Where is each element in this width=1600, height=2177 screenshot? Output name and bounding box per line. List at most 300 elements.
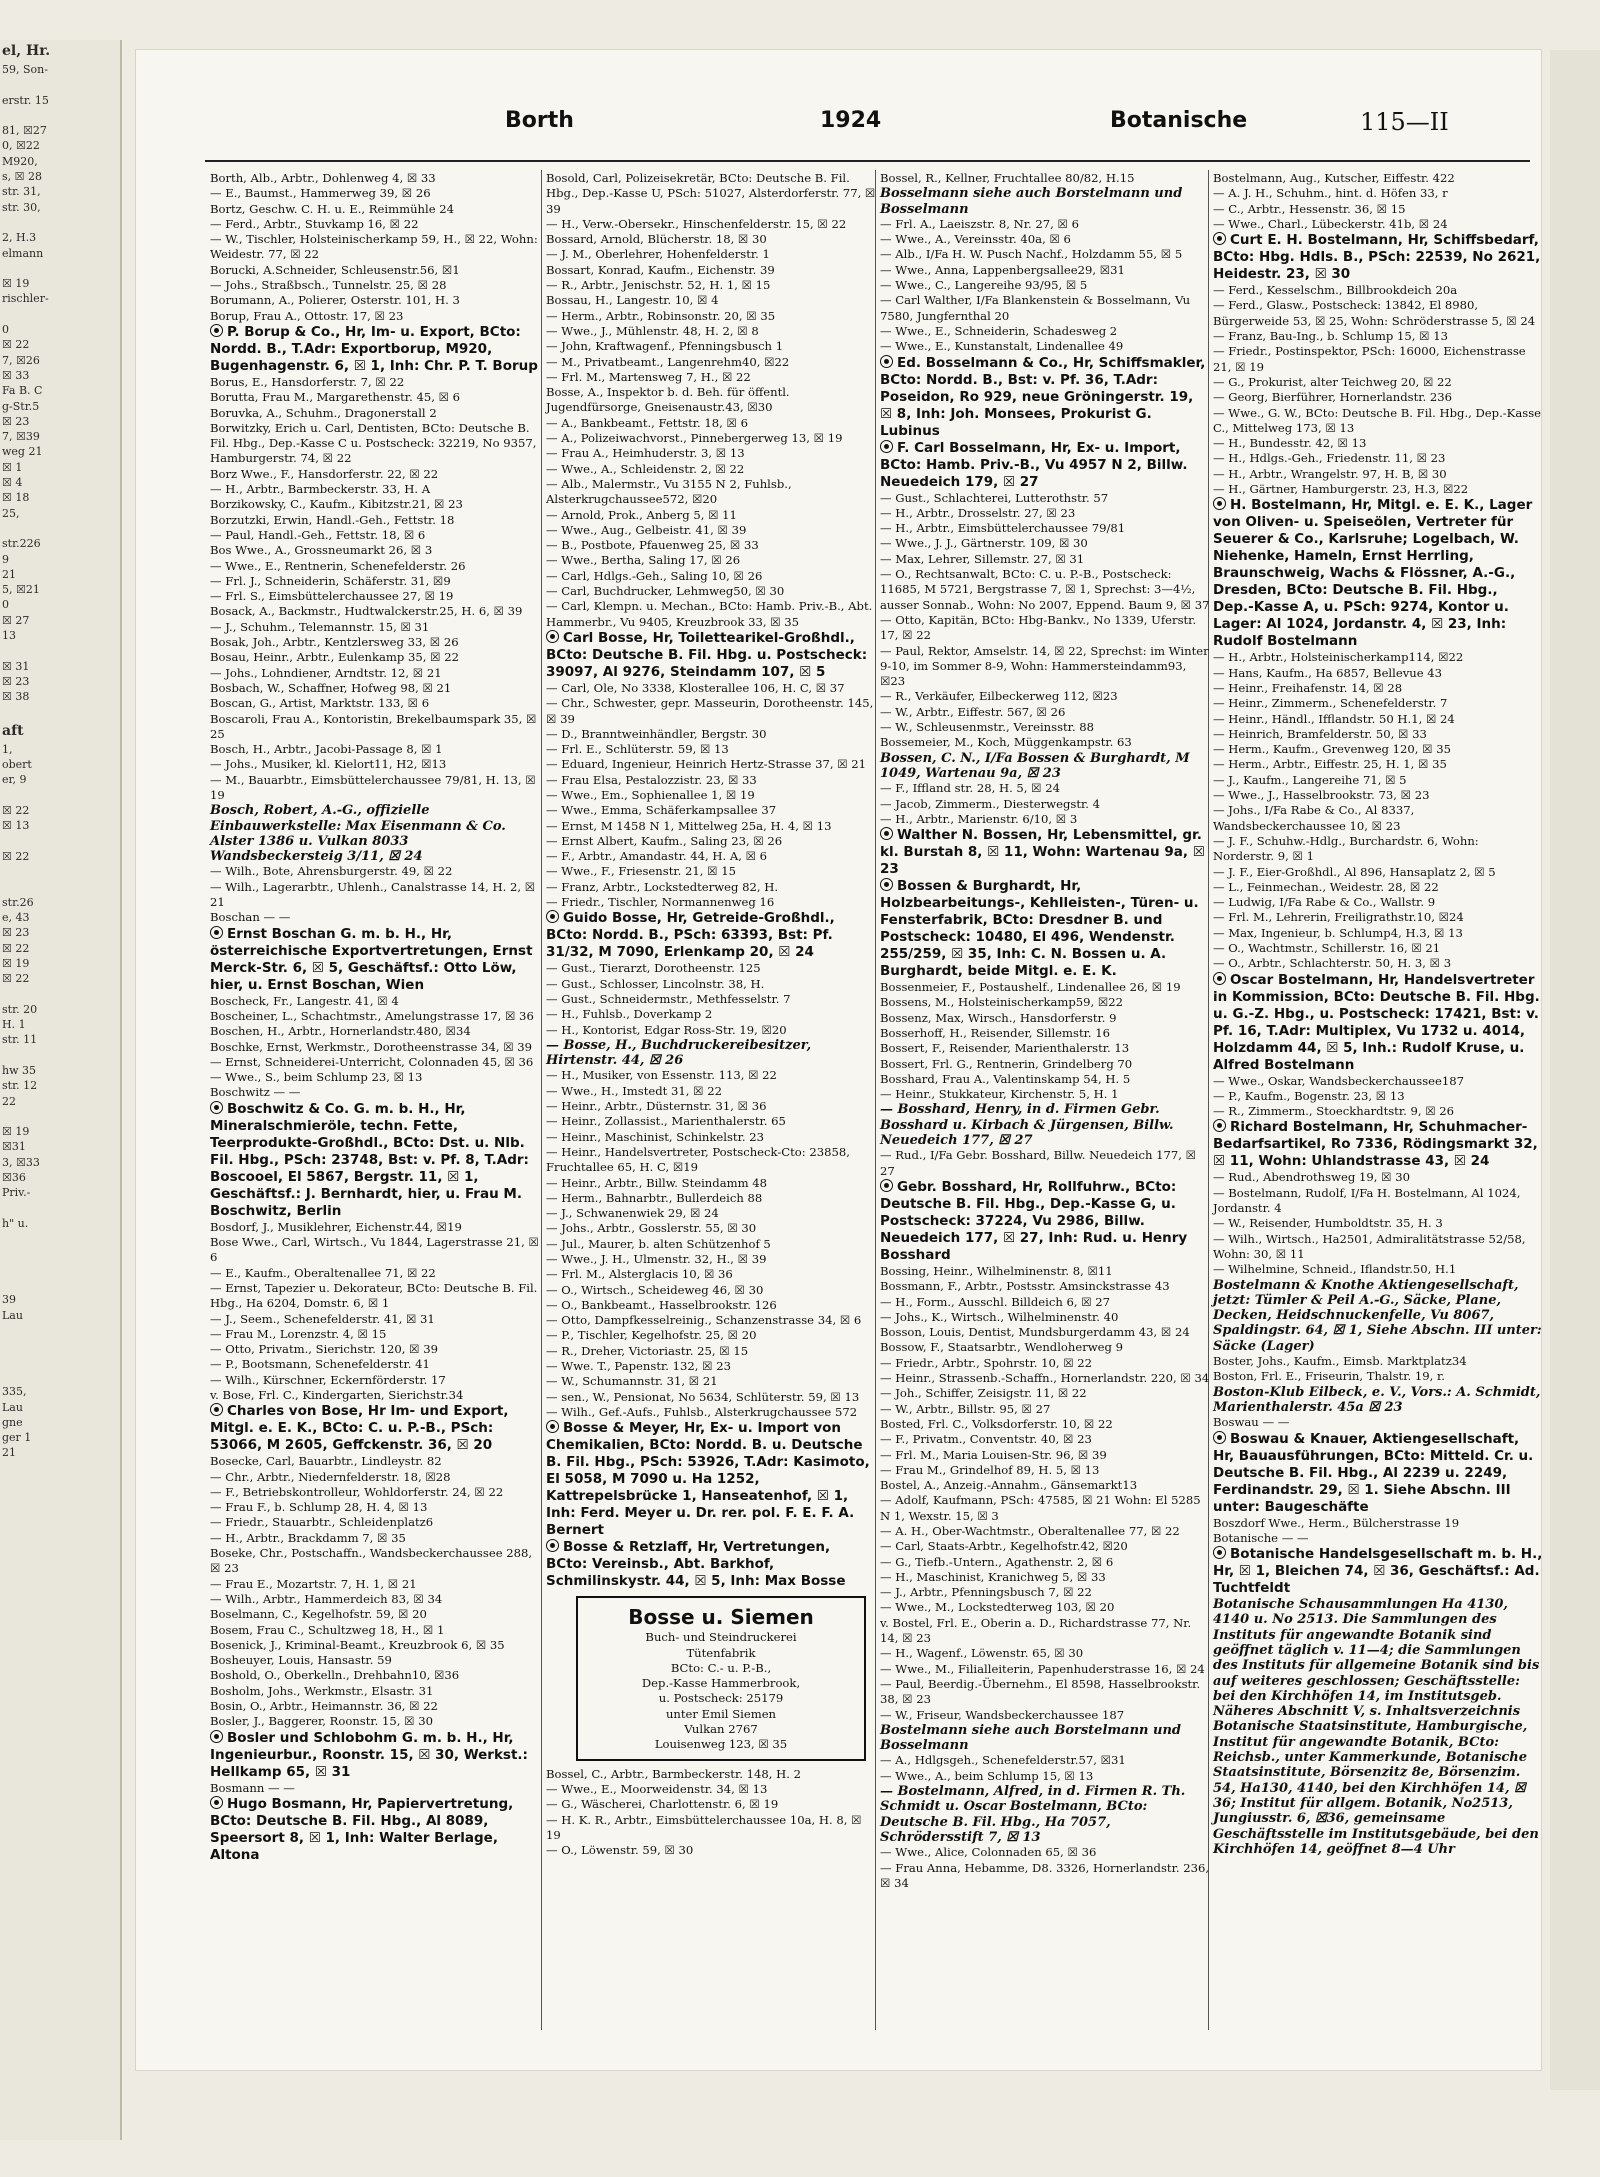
entry-text: — Wwe., J., Mühlenstr. 48, H. 2, ☒ 8 bbox=[546, 323, 759, 338]
entry-text: Walther N. Bossen, Hr, Lebensmittel, gr. kl. Burstah 8, ☒ 11, Wohn: Wartenau 9a, ☒ 23 bbox=[880, 827, 1205, 878]
entry-text: Bostel, A., Anzeig.-Annahm., Gänsemarkt13 bbox=[880, 1478, 1138, 1493]
directory-entry bbox=[210, 681, 540, 696]
entry-text: — Johs., Straßbsch., Tunnelstr. 25, ☒ 28 bbox=[210, 278, 447, 293]
margin-text-fragment: g-Str.5 bbox=[2, 399, 40, 413]
directory-entry bbox=[880, 1861, 1210, 1892]
directory-entry bbox=[880, 751, 1210, 782]
directory-entry bbox=[880, 1087, 1210, 1102]
directory-entry bbox=[546, 1797, 876, 1812]
directory-entry bbox=[546, 757, 876, 772]
directory-entry bbox=[210, 880, 540, 911]
directory-entry bbox=[210, 1485, 540, 1500]
entry-text: — Ernst Albert, Kaufm., Saling 23, ☒ 26 bbox=[546, 833, 783, 848]
entry-text: — Carl, Ole, No 3338, Klosterallee 106, H. C, ☒ 37 bbox=[546, 680, 845, 695]
firm-entry bbox=[1213, 1119, 1543, 1170]
directory-entry bbox=[880, 1041, 1210, 1056]
directory-entry bbox=[1213, 941, 1543, 956]
firm-entry bbox=[1213, 972, 1543, 1074]
directory-entry bbox=[880, 1677, 1210, 1708]
entry-text: Boscheck, Fr., Langestr. 41, ☒ 4 bbox=[210, 993, 399, 1008]
entry-text: — John, Kraftwagenf., Pfenningsbusch 1 bbox=[546, 339, 784, 354]
margin-text-fragment: 7, ☒39 bbox=[2, 430, 40, 444]
entry-text: Bosselmann siehe auch Borstelmann und Bosselmann bbox=[880, 186, 1183, 217]
entry-text: — J., Schwanenwiek 29, ☒ 24 bbox=[546, 1206, 719, 1221]
margin-text-fragment: 7, ☒26 bbox=[2, 353, 40, 367]
directory-entry bbox=[210, 773, 540, 804]
directory-entry bbox=[546, 584, 876, 599]
directory-entry bbox=[210, 1546, 540, 1577]
directory-entry bbox=[546, 278, 876, 293]
margin-text-fragment bbox=[0, 77, 120, 92]
directory-entry bbox=[880, 1011, 1210, 1026]
directory-entry bbox=[880, 1708, 1210, 1723]
firm-marker-icon bbox=[546, 630, 559, 643]
entry-text: — Wwe., E., Moorweidenstr. 34, ☒ 13 bbox=[546, 1781, 768, 1796]
directory-entry bbox=[210, 1592, 540, 1607]
directory-entry bbox=[880, 1264, 1210, 1279]
directory-entry bbox=[546, 538, 876, 553]
entry-text: — Wwe., Anna, Lappenbergsallee29, ☒31 bbox=[880, 262, 1125, 277]
directory-entry bbox=[546, 1767, 876, 1782]
directory-entry bbox=[210, 574, 540, 589]
directory-entry bbox=[210, 1024, 540, 1039]
directory-entry bbox=[1213, 681, 1543, 696]
directory-entry bbox=[880, 1524, 1210, 1539]
directory-entry bbox=[546, 1283, 876, 1298]
directory-entry bbox=[210, 202, 540, 217]
directory-entry bbox=[880, 644, 1210, 690]
firm-marker-icon bbox=[546, 1539, 559, 1552]
advertisement-box bbox=[576, 1596, 866, 1760]
entry-text: — Heinr., Maschinist, Schinkelstr. 23 bbox=[546, 1129, 764, 1144]
entry-text: Boster, Johs., Kaufm., Eimsb. Marktplatz34 bbox=[1213, 1354, 1467, 1369]
directory-entry bbox=[210, 482, 540, 497]
entry-text: — Wwe., A., Vereinsstr. 40a, ☒ 6 bbox=[880, 232, 1071, 247]
entry-text: — Ernst, Schneiderei-Unterricht, Colonnaden 45, ☒ 36 bbox=[210, 1054, 534, 1069]
margin-text-fragment: ☒ 19 bbox=[2, 277, 30, 291]
margin-text-fragment bbox=[0, 215, 120, 230]
directory-entry bbox=[546, 1374, 876, 1389]
entry-text: Boswau & Knauer, Aktiengesellschaft, Hr, Bauausführungen, BCto: Mitteld. Cr. u. Deutsche B. Fil. Hbg., Al 2239 u. 2249, Ferdinandstr. 29, ☒ 1. Siehe Abschn. III unter: Baugeschäfte bbox=[1213, 1430, 1534, 1515]
entry-text: — Friedr., Stauarbtr., Schleidenplatz6 bbox=[210, 1515, 434, 1530]
entry-text: — Max, Ingenieur, b. Schlump4, H.3, ☒ 13 bbox=[1213, 925, 1463, 940]
directory-entry bbox=[546, 431, 876, 446]
entry-text: — Carl, Klempn. u. Mechan., BCto: Hamb. Priv.-B., Abt. Hammerbr., Vu 9405, Kreuzbrook 33, ☒ 35 bbox=[546, 599, 873, 629]
entry-text: — Wwe., E., Kunstanstalt, Lindenallee 49 bbox=[880, 339, 1124, 354]
entry-text: Bossmann, F., Arbtr., Postsstr. Amsinckstrasse 43 bbox=[880, 1279, 1170, 1294]
entry-text: — Bosse, H., Buchdruckereibesitzer, Hirtenstr. 44, ☒ 26 bbox=[546, 1037, 812, 1069]
entry-text: — L., Feinmechan., Weidestr. 28, ☒ 22 bbox=[1213, 879, 1439, 894]
firm-entry bbox=[210, 926, 540, 994]
firm-entry bbox=[210, 324, 540, 375]
entry-text: — F., Iffland str. 28, H. 5, ☒ 24 bbox=[880, 781, 1061, 796]
directory-entry bbox=[210, 421, 540, 467]
directory-entry bbox=[880, 1478, 1210, 1493]
entry-text: — Ferd., Arbtr., Stuvkamp 16, ☒ 22 bbox=[210, 216, 419, 231]
entry-text: — Ernst, M 1458 N 1, Mittelweg 25a, H. 4, ☒ 13 bbox=[546, 818, 832, 833]
margin-text-fragment: ☒ 22 bbox=[2, 803, 30, 817]
entry-text: v. Bostel, Frl. E., Oberin a. D., Richardstrasse 77, Nr. 14, ☒ 23 bbox=[880, 1615, 1192, 1646]
entry-text: — Herm., Arbtr., Eiffestr. 25, H. 1, ☒ 35 bbox=[1213, 757, 1447, 772]
directory-entry bbox=[1213, 926, 1543, 941]
margin-text-fragment: 59, Son- bbox=[2, 63, 48, 76]
margin-text-fragment: weg 21 bbox=[2, 445, 43, 459]
directory-entry bbox=[880, 1753, 1210, 1768]
firm-entry bbox=[546, 1539, 876, 1590]
margin-text-fragment: obert bbox=[2, 758, 32, 772]
directory-entry bbox=[880, 1356, 1210, 1371]
directory-entry bbox=[546, 217, 876, 232]
directory-entry bbox=[880, 980, 1210, 995]
entry-text: — M., Bauarbtr., Eimsbüttelerchaussee 79/81, H. 13, ☒ 19 bbox=[210, 772, 536, 802]
directory-entry bbox=[210, 757, 540, 772]
entry-text: — Franz, Bau-Ing., b. Schlump 15, ☒ 13 bbox=[1213, 329, 1448, 344]
header-left-keyword: Borth bbox=[505, 108, 574, 133]
entry-text: Botanische Handelsgesellschaft m. b. H., Hr, ☒ 1, Bleichen 74, ☒ 36, Geschäftsf.: Ad. Tuchtfeldt bbox=[1213, 1546, 1543, 1597]
entry-text: — Herm., Kaufm., Grevenweg 120, ☒ 35 bbox=[1213, 742, 1451, 757]
entry-text: Bosack, A., Backmstr., Hudtwalckerstr.25, H. 6, ☒ 39 bbox=[210, 604, 523, 619]
margin-text-fragment bbox=[0, 307, 120, 322]
entry-text: Borutta, Frau M., Margarethenstr. 45, ☒ 6 bbox=[210, 390, 461, 405]
entry-text: — Wwe., Em., Sophienallee 1, ☒ 19 bbox=[546, 787, 755, 802]
entry-text: — P., Kaufm., Bogenstr. 23, ☒ 13 bbox=[1213, 1088, 1405, 1103]
directory-entry bbox=[546, 1328, 876, 1343]
entry-text: — F., Privatm., Conventstr. 40, ☒ 23 bbox=[880, 1432, 1092, 1447]
directory-entry bbox=[880, 324, 1210, 339]
directory-entry bbox=[1213, 1531, 1543, 1546]
entry-text: Boselmann, C., Kegelhofstr. 59, ☒ 20 bbox=[210, 1607, 427, 1622]
directory-entry bbox=[1213, 467, 1543, 482]
directory-entry bbox=[1213, 406, 1543, 437]
entry-text: Boschwitz & Co. G. m. b. H., Hr, Mineralschmieröle, techn. Fette, Teerprodukte-Großhdl., BCto: Dst. u. Nlb. Fil. Hbg., PSch: 23748, Bst: v. Pf. 8, T.Adr: Boscooel, El 5867, Bergstr. 11, ☒ 1, Geschäftsf.: J. Bernhardt, hier, u. Frau M. Boschwitz, Berlin bbox=[210, 1100, 529, 1219]
entry-text: Borzikowsky, C., Kaufm., Kibitzstr.21, ☒ 23 bbox=[210, 497, 463, 512]
entry-text: Bossau, H., Langestr. 10, ☒ 4 bbox=[546, 293, 719, 308]
entry-text: — Wilh., Wirtsch., Ha2501, Admiralitätstrasse 52/58, Wohn: 30, ☒ 11 bbox=[1213, 1231, 1526, 1261]
entry-text: — Eduard, Ingenieur, Heinrich Hertz-Strasse 37, ☒ 21 bbox=[546, 757, 867, 772]
entry-text: Curt E. H. Bostelmann, Hr, Schiffsbedarf, BCto: Hbg. Hdls. B., PSch: 22539, No 2621, Heidestr. 23, ☒ 30 bbox=[1213, 232, 1541, 283]
entry-text: — J., Arbtr., Pfenningsbusch 7, ☒ 22 bbox=[880, 1585, 1092, 1600]
directory-entry bbox=[210, 1515, 540, 1530]
entry-text: F. Carl Bosselmann, Hr, Ex- u. Import, BCto: Hamb. Priv.-B., Vu 4957 N 2, Billw. Neuedeich 179, ☒ 27 bbox=[880, 439, 1188, 490]
entry-text: — A. H., Ober-Wachtmstr., Oberaltenallee 77, ☒ 22 bbox=[880, 1524, 1180, 1538]
directory-entry bbox=[210, 497, 540, 512]
advertisement-line: BCto: C.- u. P.-B., bbox=[670, 1660, 772, 1675]
directory-column-4 bbox=[1213, 171, 1543, 1857]
directory-entry bbox=[880, 293, 1210, 324]
directory-entry bbox=[1213, 436, 1543, 451]
entry-text: Borwitzky, Erich u. Carl, Dentisten, BCto: Deutsche B. Fil. Hbg., Dep.-Kasse C u. Postscheck: 32219, No 9357, Hamburgerstr. 74, ☒ 22 bbox=[210, 420, 537, 466]
margin-text-fragment: Priv.- bbox=[2, 1186, 31, 1200]
margin-text-fragment: 13 bbox=[2, 628, 16, 642]
entry-text: Borz Wwe., F., Hansdorferstr. 22, ☒ 22 bbox=[210, 466, 439, 481]
firm-entry bbox=[1213, 232, 1543, 283]
directory-entry bbox=[546, 1130, 876, 1145]
directory-entry bbox=[880, 1057, 1210, 1072]
directory-entry bbox=[546, 1114, 876, 1129]
firm-marker-icon bbox=[210, 324, 223, 337]
entry-text: Boscan, G., Artist, Marktstr. 133, ☒ 6 bbox=[210, 696, 430, 711]
directory-entry bbox=[546, 742, 876, 757]
directory-entry bbox=[1213, 757, 1543, 772]
entry-text: — Arnold, Prok., Anberg 5, ☒ 11 bbox=[546, 507, 737, 522]
entry-text: — Heinr., Strassenb.-Schaffn., Hornerlandstr. 220, ☒ 34 bbox=[880, 1371, 1210, 1386]
directory-entry bbox=[880, 552, 1210, 567]
entry-text: — H., Arbtr., Eimsbüttelerchaussee 79/81 bbox=[880, 521, 1126, 536]
directory-entry bbox=[546, 696, 876, 727]
margin-text-fragment: 25, bbox=[2, 506, 20, 520]
entry-text: — O., Rechtsanwalt, BCto: C. u. P.-B., Postscheck: 11685, M 5721, Bergstrasse 7, ☒ 1, Sprechst: 3—4½, ausser Sonnab., Wohn: No 2007, Eppend. Baum 9, ☒ 37 bbox=[880, 567, 1210, 612]
directory-entry bbox=[210, 543, 540, 558]
directory-entry bbox=[546, 788, 876, 803]
margin-text-fragment: ☒ 22 bbox=[2, 849, 30, 863]
entry-text: — Frau Elsa, Pestalozzistr. 23, ☒ 33 bbox=[546, 772, 757, 787]
directory-entry bbox=[880, 1102, 1210, 1148]
margin-text-fragment bbox=[0, 521, 120, 536]
directory-entry bbox=[546, 1344, 876, 1359]
directory-entry bbox=[1213, 803, 1543, 834]
entry-text: — Otto, Dampfkesselreinig., Schanzenstrasse 34, ☒ 6 bbox=[546, 1313, 862, 1328]
firm-marker-icon bbox=[1213, 1119, 1226, 1132]
advertisement-line: Tütenfabrik bbox=[686, 1645, 756, 1660]
entry-text: — D., Branntweinhändler, Bergstr. 30 bbox=[546, 726, 767, 741]
entry-text: P. Borup & Co., Hr, Im- u. Export, BCto: Nordd. B., T.Adr: Exportborup, M920, Bugenhagenstr. 6, ☒ 1, Inh: Chr. P. T. Borup bbox=[210, 323, 538, 374]
directory-entry bbox=[546, 880, 876, 895]
margin-text-fragment: ☒ 23 bbox=[2, 926, 30, 940]
entry-text: — Frl. A., Laeiszstr. 8, Nr. 27, ☒ 6 bbox=[880, 216, 1079, 231]
directory-entry bbox=[880, 1555, 1210, 1570]
firm-marker-icon bbox=[880, 355, 893, 368]
directory-entry bbox=[210, 293, 540, 308]
directory-entry bbox=[210, 390, 540, 405]
entry-text: — H., Maschinist, Kranichweg 5, ☒ 33 bbox=[880, 1569, 1106, 1584]
entry-text: — Friedr., Postinspektor, PSch: 16000, Eichenstrasse 21, ☒ 19 bbox=[1213, 344, 1526, 374]
entry-text: Bossenmeier, F., Postaushelf., Lindenallee 26, ☒ 19 bbox=[880, 980, 1181, 995]
directory-entry bbox=[880, 705, 1210, 720]
page-edge bbox=[1550, 50, 1600, 2090]
entry-text: Botanische Schausammlungen Ha 4130, 4140 u. No 2513. Die Sammlungen des Instituts für angewandte Botanik sind geöffnet täglich v. 11—4; die Sammlungen des Instituts für allgemeine Botanik sind bis auf weiteres geschlossen; Geschäftsstelle: bei den Kirchhöfen 14, im Institutsgeb. Näheres Abschnitt V, s. Inhaltsverzeichnis bbox=[1213, 1597, 1540, 1720]
directory-entry bbox=[546, 477, 876, 508]
directory-entry bbox=[880, 536, 1210, 551]
entry-text: — Ferd., Glasw., Postscheck: 13842, El 8980, Bürgerweide 53, ☒ 25, Wohn: Schröderstrasse 5, ☒ 24 bbox=[1213, 298, 1536, 328]
margin-text-fragment: str. 20 bbox=[2, 1002, 38, 1016]
directory-entry bbox=[546, 171, 876, 217]
directory-entry bbox=[880, 1784, 1210, 1845]
directory-entry bbox=[880, 1600, 1210, 1615]
margin-text-fragment: ☒ 4 bbox=[2, 476, 23, 490]
directory-entry bbox=[546, 569, 876, 584]
entry-text: — sen., W., Pensionat, No 5634, Schlüterstr. 59, ☒ 13 bbox=[546, 1389, 860, 1404]
directory-entry bbox=[1213, 451, 1543, 466]
entry-text: — Heinrich, Bramfelderstr. 50, ☒ 33 bbox=[1213, 726, 1427, 741]
directory-entry bbox=[210, 1781, 540, 1796]
margin-text-fragment: ☒ 13 bbox=[2, 819, 30, 833]
directory-entry bbox=[880, 1662, 1210, 1677]
entry-text: — O., Löwenstr. 59, ☒ 30 bbox=[546, 1843, 694, 1858]
margin-text-fragment: ☒36 bbox=[2, 1171, 26, 1185]
firm-entry bbox=[1213, 497, 1543, 650]
margin-text-fragment: Lau bbox=[2, 1308, 23, 1322]
entry-text: — Gust., Schneidermstr., Methfesselstr. 7 bbox=[546, 991, 791, 1006]
margin-text-fragment: ger 1 bbox=[2, 1431, 32, 1445]
directory-entry bbox=[880, 1310, 1210, 1325]
entry-text: — Gust., Tierarzt, Dorotheenstr. 125 bbox=[546, 961, 761, 976]
firm-marker-icon bbox=[1213, 497, 1226, 510]
entry-text: — Gust., Schlachterei, Lutterothstr. 57 bbox=[880, 490, 1109, 505]
column-divider bbox=[541, 170, 542, 2030]
directory-entry bbox=[880, 171, 1210, 186]
entry-text: — Paul, Beerdig.-Übernehm., El 8598, Hasselbrookstr. 38, ☒ 23 bbox=[880, 1676, 1201, 1707]
entry-text: Boszdorf Wwe., Herm., Bülcherstrasse 19 bbox=[1213, 1515, 1460, 1530]
directory-entry bbox=[210, 1531, 540, 1546]
margin-text-fragment bbox=[0, 864, 120, 879]
directory-entry bbox=[1213, 865, 1543, 880]
entry-text: Boseke, Chr., Postschaffn., Wandsbeckerchaussee 288, ☒ 23 bbox=[210, 1546, 533, 1576]
entry-text: — Heinr., Händl., Ifflandstr. 50 H.1, ☒ 24 bbox=[1213, 711, 1455, 726]
margin-text-fragment bbox=[0, 1231, 120, 1246]
directory-entry bbox=[880, 1493, 1210, 1524]
directory-entry bbox=[546, 864, 876, 879]
entry-text: — Wwe., J., Hasselbrookstr. 73, ☒ 23 bbox=[1213, 788, 1430, 803]
entry-text: — J. M., Oberlehrer, Hohenfelderstr. 1 bbox=[546, 247, 770, 262]
margin-text-fragment: h" u. bbox=[2, 1216, 29, 1230]
entry-text: — A., Bankbeamt., Fettstr. 18, ☒ 6 bbox=[546, 415, 748, 430]
directory-entry bbox=[546, 309, 876, 324]
entry-text: — Joh., Schiffer, Zeisigstr. 11, ☒ 22 bbox=[880, 1386, 1087, 1401]
entry-text: — H., Arbtr., Drosselstr. 27, ☒ 23 bbox=[880, 505, 1076, 520]
entry-text: Borumann, A., Polierer, Osterstr. 101, H. 3 bbox=[210, 293, 460, 308]
directory-entry bbox=[880, 1616, 1210, 1647]
entry-text: — W., Tischler, Holsteinischerkamp 59, H., ☒ 22, Wohn: Weidestr. 77, ☒ 22 bbox=[210, 232, 538, 262]
entry-text: — R., Zimmerm., Stoeckhardtstr. 9, ☒ 26 bbox=[1213, 1104, 1455, 1119]
entry-text: Botanische — — bbox=[1213, 1530, 1309, 1545]
directory-entry bbox=[880, 1295, 1210, 1310]
directory-entry bbox=[546, 339, 876, 354]
entry-text: — Frl. M., Alsterglacis 10, ☒ 36 bbox=[546, 1267, 733, 1282]
entry-text: — A., Polizeiwachvorst., Pinnebergerweg 13, ☒ 19 bbox=[546, 431, 843, 446]
entry-text: — Paul, Handl.-Geh., Fettstr. 18, ☒ 6 bbox=[210, 527, 426, 542]
entry-text: — C., Arbtr., Hessenstr. 36, ☒ 15 bbox=[1213, 201, 1406, 216]
entry-text: — Heinr., Handelsvertreter, Postscheck-Cto: 23858, Fruchtallee 65, H. C, ☒19 bbox=[546, 1144, 850, 1175]
header-rule bbox=[205, 160, 1530, 162]
entry-text: — Carl Walther, I/Fa Blankenstein & Bosselmann, Vu 7580, Jungfernthal 20 bbox=[880, 293, 1191, 323]
margin-text-fragment: ☒ 23 bbox=[2, 674, 30, 688]
entry-text: — Wwe., Oskar, Wandsbeckerchaussee187 bbox=[1213, 1073, 1465, 1088]
entry-text: — H., Musiker, von Essenstr. 113, ☒ 22 bbox=[546, 1068, 777, 1083]
entry-text: — Wwe., Alice, Colonnaden 65, ☒ 36 bbox=[880, 1845, 1097, 1860]
entry-text: — Wwe., E., Rentnerin, Schenefelderstr. 26 bbox=[210, 558, 466, 573]
entry-text: Bosecke, Carl, Bauarbtr., Lindleystr. 82 bbox=[210, 1454, 442, 1469]
entry-text: — Wwe., Bertha, Saling 17, ☒ 26 bbox=[546, 553, 741, 568]
entry-text: — Chr., Schwester, gepr. Masseurin, Dorotheenstr. 145, ☒ 39 bbox=[546, 696, 874, 726]
firm-entry bbox=[1213, 1546, 1543, 1597]
entry-text: Bosold, Carl, Polizeisekretär, BCto: Deutsche B. Fil. Hbg., Dep.-Kasse U, PSch: 51027, Alsterdorferstr. 77, ☒ 39 bbox=[546, 171, 876, 216]
directory-entry bbox=[210, 513, 540, 528]
directory-entry bbox=[546, 849, 876, 864]
directory-entry bbox=[1213, 880, 1543, 895]
entry-text: Richard Bostelmann, Hr, Schuhmacher-Bedarfsartikel, Ro 7336, Rödingsmarkt 32, ☒ 11, Wohn: Uhlandstrasse 43, ☒ 24 bbox=[1213, 1119, 1538, 1170]
directory-entry bbox=[1213, 650, 1543, 665]
directory-entry bbox=[1213, 217, 1543, 232]
directory-entry bbox=[546, 1145, 876, 1176]
directory-entry bbox=[210, 1312, 540, 1327]
entry-text: Boswau — — bbox=[1213, 1415, 1290, 1430]
directory-entry bbox=[210, 910, 540, 925]
directory-entry bbox=[880, 491, 1210, 506]
directory-entry bbox=[210, 232, 540, 263]
entry-text: Bossert, Frl. G., Rentnerin, Grindelberg 70 bbox=[880, 1056, 1133, 1071]
firm-entry bbox=[880, 827, 1210, 878]
entry-text: — Wwe., G. W., BCto: Deutsche B. Fil. Hbg., Dep.-Kasse C., Mittelweg 173, ☒ 13 bbox=[1213, 405, 1542, 435]
directory-entry bbox=[210, 994, 540, 1009]
entry-text: — Herm., Bahnarbtr., Bullerdeich 88 bbox=[546, 1190, 763, 1205]
directory-entry bbox=[546, 1221, 876, 1236]
margin-text-fragment: rischler- bbox=[2, 292, 49, 306]
directory-entry bbox=[880, 613, 1210, 644]
entry-text: — Wwe., J. J., Gärtnerstr. 109, ☒ 30 bbox=[880, 536, 1088, 551]
margin-text-fragment: Fa B. C bbox=[2, 384, 43, 398]
directory-entry bbox=[1213, 1074, 1543, 1089]
directory-entry bbox=[1213, 1354, 1543, 1369]
margin-text-fragment: ☒ 22 bbox=[2, 338, 30, 352]
entry-text: — Wwe., Aug., Gelbeistr. 41, ☒ 39 bbox=[546, 522, 747, 537]
directory-entry bbox=[210, 1577, 540, 1592]
firm-entry bbox=[880, 878, 1210, 980]
entry-text: — Wwe., M., Filialleiterin, Papenhuderstrasse 16, ☒ 24 bbox=[880, 1661, 1205, 1676]
directory-entry bbox=[1213, 375, 1543, 390]
directory-entry bbox=[546, 508, 876, 523]
directory-entry bbox=[546, 232, 876, 247]
directory-entry bbox=[880, 1769, 1210, 1784]
entry-text: — W., Schumannstr. 31, ☒ 21 bbox=[546, 1374, 718, 1389]
directory-entry bbox=[546, 681, 876, 696]
margin-text-fragment bbox=[0, 987, 120, 1002]
entry-text: Bostelmann & Knothe Aktiengesellschaft, jetzt: Tümler & Peil A.-G., Säcke, Plane, Decken, Heidschnuckenfelle, Vu 8067, Spaldingstr. 64, ☒ 1, Siehe Abschn. III unter: Säcke (Lager) bbox=[1213, 1277, 1542, 1354]
directory-entry bbox=[210, 171, 540, 186]
entry-text: — G., Wäscherei, Charlottenstr. 6, ☒ 19 bbox=[546, 1797, 779, 1812]
margin-text-fragment: 0 bbox=[2, 598, 9, 612]
entry-text: Ernst Boschan G. m. b. H., Hr, österreichische Exportvertretungen, Ernst Merck-Str. 6, ☒ 5, Geschäftsf.: Otto Löw, hier, u. Ernst Boschan, Wien bbox=[210, 925, 533, 993]
directory-entry bbox=[1213, 773, 1543, 788]
directory-entry bbox=[546, 773, 876, 788]
directory-entry bbox=[546, 385, 876, 416]
entry-text: — R., Verkäufer, Eilbeckerweg 112, ☒23 bbox=[880, 689, 1118, 704]
margin-text-fragment: 0, ☒22 bbox=[2, 139, 40, 153]
entry-text: Bosak, Joh., Arbtr., Kentzlersweg 33, ☒ 26 bbox=[210, 635, 459, 650]
margin-text-fragment: 1, bbox=[2, 742, 13, 756]
entry-text: — Heinr., Stukkateur, Kirchenstr. 5, H. 1 bbox=[880, 1087, 1119, 1102]
directory-entry bbox=[1213, 1369, 1543, 1384]
entry-text: — Wilh., Lagerarbtr., Uhlenh., Canalstrasse 14, H. 2, ☒ 21 bbox=[210, 879, 536, 910]
entry-text: — Herm., Arbtr., Robinsonstr. 20, ☒ 35 bbox=[546, 308, 776, 323]
directory-entry bbox=[546, 263, 876, 278]
directory-entry bbox=[546, 1298, 876, 1313]
directory-entry bbox=[546, 1267, 876, 1282]
entry-text: — Hans, Kaufm., Ha 6857, Bellevue 43 bbox=[1213, 665, 1443, 680]
entry-text: — O., Wachtmstr., Schillerstr. 16, ☒ 21 bbox=[1213, 940, 1441, 955]
directory-entry bbox=[880, 1570, 1210, 1585]
entry-text: — Ferd., Kesselschm., Billbrookdeich 20a bbox=[1213, 283, 1458, 298]
directory-entry bbox=[546, 1359, 876, 1374]
directory-entry bbox=[880, 232, 1210, 247]
margin-text-fragment: 2, H.3 bbox=[2, 231, 37, 245]
entry-text: — Frl. E., Schlüterstr. 59, ☒ 13 bbox=[546, 742, 729, 757]
advertisement-line: Vulkan 2767 bbox=[684, 1722, 758, 1737]
directory-entry bbox=[1213, 390, 1543, 405]
directory-entry bbox=[1213, 1262, 1543, 1277]
directory-entry bbox=[1213, 1216, 1543, 1231]
entry-text: Bosshard, Frau A., Valentinskamp 54, H. 5 bbox=[880, 1071, 1131, 1086]
entry-text: — Heinr., Zimmerm., Schenefelderstr. 7 bbox=[1213, 696, 1448, 711]
